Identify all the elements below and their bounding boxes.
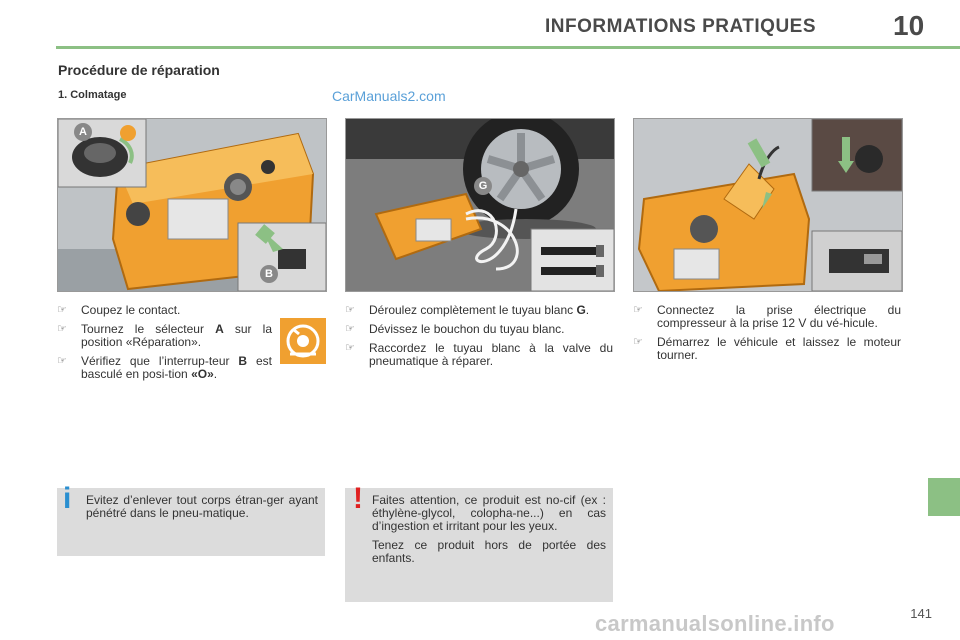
list-item: ☞ Coupez le contact. [57,303,181,317]
repair-selector-icon [280,318,326,364]
info-note-text: Evitez d’enlever tout corps étran-ger ayant pénétré dans le pneu-matique. [86,493,318,520]
list-item: ☞ Démarrez le véhicule et laissez le moteur tourner. [633,335,901,362]
list-item: ☞ Raccordez le tuyau blanc à la valve du pneumatique à réparer. [345,341,613,368]
warning-note [345,482,613,602]
chapter-number: 10 [893,10,925,41]
pointing-hand-icon: ☞ [633,304,643,316]
column-2-instructions [345,304,613,374]
photo-label-g: G [474,177,492,195]
compressor-selector-illustration [58,119,326,291]
photo-selector [57,118,327,292]
pointing-hand-icon: ☞ [57,323,67,335]
warning-note-text-2: Tenez ce produit hors de portée des enfants. [372,538,606,565]
info-note [57,482,325,556]
hose-tyre-illustration [346,119,614,291]
list-item: ☞ Déroulez complètement le tuyau blanc G. [345,303,590,317]
chapter-tab [928,478,960,516]
page-header-title: INFORMATIONS PRATIQUES [545,16,817,37]
photo-plug [633,118,903,292]
column-1-instructions [57,304,272,387]
list-item: ☞ Vérifiez que l’interrup-teur B est basculé en posi-tion «O». [57,354,272,381]
section-title: Procédure de réparation [58,62,220,78]
warning-note-text-1: Faites attention, ce produit est no-cif (ex : éthylène-glycol, colopha-ne...) en cas d’ingestion et irritant pour les yeux. [372,493,606,533]
pointing-hand-icon: ☞ [633,336,643,348]
header-rule [56,46,960,49]
power-plug-illustration [634,119,902,291]
photo-label-b: B [260,265,278,283]
watermark-top: CarManuals2.com [332,88,446,104]
pointing-hand-icon: ☞ [57,304,67,316]
page-number: 141 [910,606,932,621]
list-item: ☞ Connectez la prise électrique du compresseur à la prise 12 V du vé-hicule. [633,303,901,330]
warning-icon: ! [353,482,363,515]
list-item: ☞ Tournez le sélecteur A sur la position «Réparation». [57,322,272,349]
pointing-hand-icon: ☞ [345,323,355,335]
info-icon: i [63,482,72,515]
pointing-hand-icon: ☞ [57,355,67,367]
pointing-hand-icon: ☞ [345,304,355,316]
photo-label-a: A [74,123,92,141]
sub-section-title: 1. Colmatage [58,89,127,101]
photo-hose [345,118,615,292]
list-item: ☞ Dévissez le bouchon du tuyau blanc. [345,322,565,336]
column-3-instructions [633,304,901,368]
watermark-bottom: carmanualsonline.info [595,611,835,636]
pointing-hand-icon: ☞ [345,342,355,354]
